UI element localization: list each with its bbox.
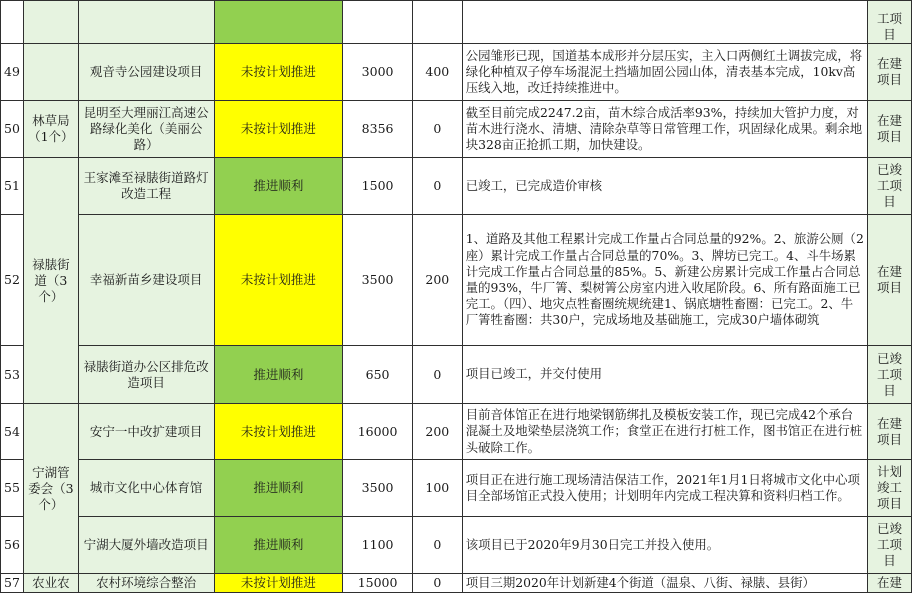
dept-cell xyxy=(23,44,78,101)
total-investment: 650 xyxy=(343,346,413,404)
project-name: 昆明至大理丽江高速公路绿化美化（美丽公路） xyxy=(78,101,214,158)
dept-cell: 宁湖管委会（3个） xyxy=(23,404,78,574)
status-cell: 未按计划推进 xyxy=(214,44,343,101)
table-row xyxy=(1,346,912,404)
progress-description: 已竣工，已完成造价审核 xyxy=(462,158,867,215)
status-cell xyxy=(214,1,343,44)
table-row xyxy=(1,574,912,593)
total-investment: 16000 xyxy=(343,404,413,460)
table-row xyxy=(1,101,912,158)
project-name: 农村环境综合整治 xyxy=(78,574,214,593)
table-row xyxy=(1,460,912,517)
project-stage: 在建项目 xyxy=(868,101,912,158)
progress-description: 截至目前完成2247.2亩，苗木综合成活率93%，持续加大管护力度，对苗木进行浇水、清塘、清除杂草等日常管理工作，巩固绿化成果。剩余地块328亩正抢抓工期，加快建设。 xyxy=(462,101,867,158)
status-cell: 未按计划推进 xyxy=(214,101,343,158)
row-number: 53 xyxy=(1,346,24,404)
row-number: 50 xyxy=(1,101,24,158)
completed-investment: 0 xyxy=(412,517,462,574)
table-row xyxy=(1,158,912,215)
status-cell: 未按计划推进 xyxy=(214,574,343,593)
row-number: 51 xyxy=(1,158,24,215)
status-cell: 未按计划推进 xyxy=(214,215,343,346)
project-name xyxy=(78,1,214,44)
project-stage: 已竣工项目 xyxy=(868,158,912,215)
dept-cell xyxy=(23,1,78,44)
project-name: 宁湖大厦外墙改造项目 xyxy=(78,517,214,574)
progress-description: 公园雏形已现，国道基本成形并分层压实，主入口两侧红土调拔完成，将绿化种植双子停车场混泥土挡墙加固公园山体，清表基本完成，10kv高压线入地，改迁持续推进中。 xyxy=(462,44,867,101)
row-number: 52 xyxy=(1,215,24,346)
total-investment: 3000 xyxy=(343,44,413,101)
project-name: 幸福新苗乡建设项目 xyxy=(78,215,214,346)
row-number: 56 xyxy=(1,517,24,574)
status-cell: 推进顺利 xyxy=(214,517,343,574)
project-stage: 工项目 xyxy=(868,1,912,44)
table-row xyxy=(1,215,912,346)
progress-description: 项目已竣工，并交付使用 xyxy=(462,346,867,404)
total-investment: 3500 xyxy=(343,460,413,517)
dept-cell: 农业农 xyxy=(23,574,78,593)
project-stage: 计划竣工项目 xyxy=(868,460,912,517)
table-row xyxy=(1,44,912,101)
progress-description xyxy=(462,1,867,44)
row-number: 55 xyxy=(1,460,24,517)
table-row xyxy=(1,404,912,460)
status-cell: 推进顺利 xyxy=(214,346,343,404)
total-investment: 8356 xyxy=(343,101,413,158)
project-stage: 在建 xyxy=(868,574,912,593)
project-stage: 在建项目 xyxy=(868,404,912,460)
project-stage: 在建项目 xyxy=(868,44,912,101)
completed-investment: 0 xyxy=(412,574,462,593)
total-investment: 3500 xyxy=(343,215,413,346)
project-name: 王家滩至禄脿街道路灯改造工程 xyxy=(78,158,214,215)
completed-investment: 0 xyxy=(412,346,462,404)
total-investment xyxy=(343,1,413,44)
total-investment: 15000 xyxy=(343,574,413,593)
project-name: 安宁一中改扩建项目 xyxy=(78,404,214,460)
total-investment: 1500 xyxy=(343,158,413,215)
project-stage: 在建项目 xyxy=(868,215,912,346)
progress-description: 目前音体馆正在进行地梁钢筋绑扎及模板安装工作，现已完成42个承台混凝土及地梁垫层浇筑工作；食堂正在进行打桩工作，图书馆正在进行桩头破除工作。 xyxy=(462,404,867,460)
completed-investment: 0 xyxy=(412,101,462,158)
status-cell: 推进顺利 xyxy=(214,158,343,215)
progress-description: 项目三期2020年计划新建4个街道（温泉、八街、禄脿、县街） xyxy=(462,574,867,593)
total-investment: 1100 xyxy=(343,517,413,574)
status-cell: 未按计划推进 xyxy=(214,404,343,460)
completed-investment: 100 xyxy=(412,460,462,517)
table-row xyxy=(1,1,912,44)
progress-description: 1、道路及其他工程累计完成工作量占合同总量的92%。2、旅游公厕（2座）累计完成工作量占合同总量的70%。3、牌坊已完工。4、斗牛场累计完成工作量占合同总量的85%。5、新建公房累计完成工作量占合同总量的93%，牛厂箐、梨树箐公房室内进入收尾阶段。6、所有路面施工已完工。（四）、地灾点牲畜圈统规统建1、锅底塘牲畜圈：已完工。2、牛厂箐牲畜圈：共30户，完成场地及基础施工，完成30户墙体砌筑 xyxy=(462,215,867,346)
project-stage: 已竣工项目 xyxy=(868,517,912,574)
project-stage: 已竣工项目 xyxy=(868,346,912,404)
status-cell: 推进顺利 xyxy=(214,460,343,517)
dept-cell: 禄脿街道（3个） xyxy=(23,158,78,404)
project-name: 城市文化中心体育馆 xyxy=(78,460,214,517)
completed-investment: 400 xyxy=(412,44,462,101)
progress-description: 该项目已于2020年9月30日完工并投入使用。 xyxy=(462,517,867,574)
row-number: 49 xyxy=(1,44,24,101)
completed-investment xyxy=(412,1,462,44)
project-name: 禄脿街道办公区排危改造项目 xyxy=(78,346,214,404)
project-name: 观音寺公园建设项目 xyxy=(78,44,214,101)
table-row xyxy=(1,517,912,574)
completed-investment: 0 xyxy=(412,158,462,215)
completed-investment: 200 xyxy=(412,215,462,346)
dept-cell: 林草局（1个） xyxy=(23,101,78,158)
completed-investment: 200 xyxy=(412,404,462,460)
row-number: 54 xyxy=(1,404,24,460)
row-number xyxy=(1,1,24,44)
progress-description: 项目正在进行施工现场清洁保洁工作，2021年1月1日将城市文化中心项目全部场馆正式投入使用；计划明年内完成工程决算和资料归档工作。 xyxy=(462,460,867,517)
row-number: 57 xyxy=(1,574,24,593)
